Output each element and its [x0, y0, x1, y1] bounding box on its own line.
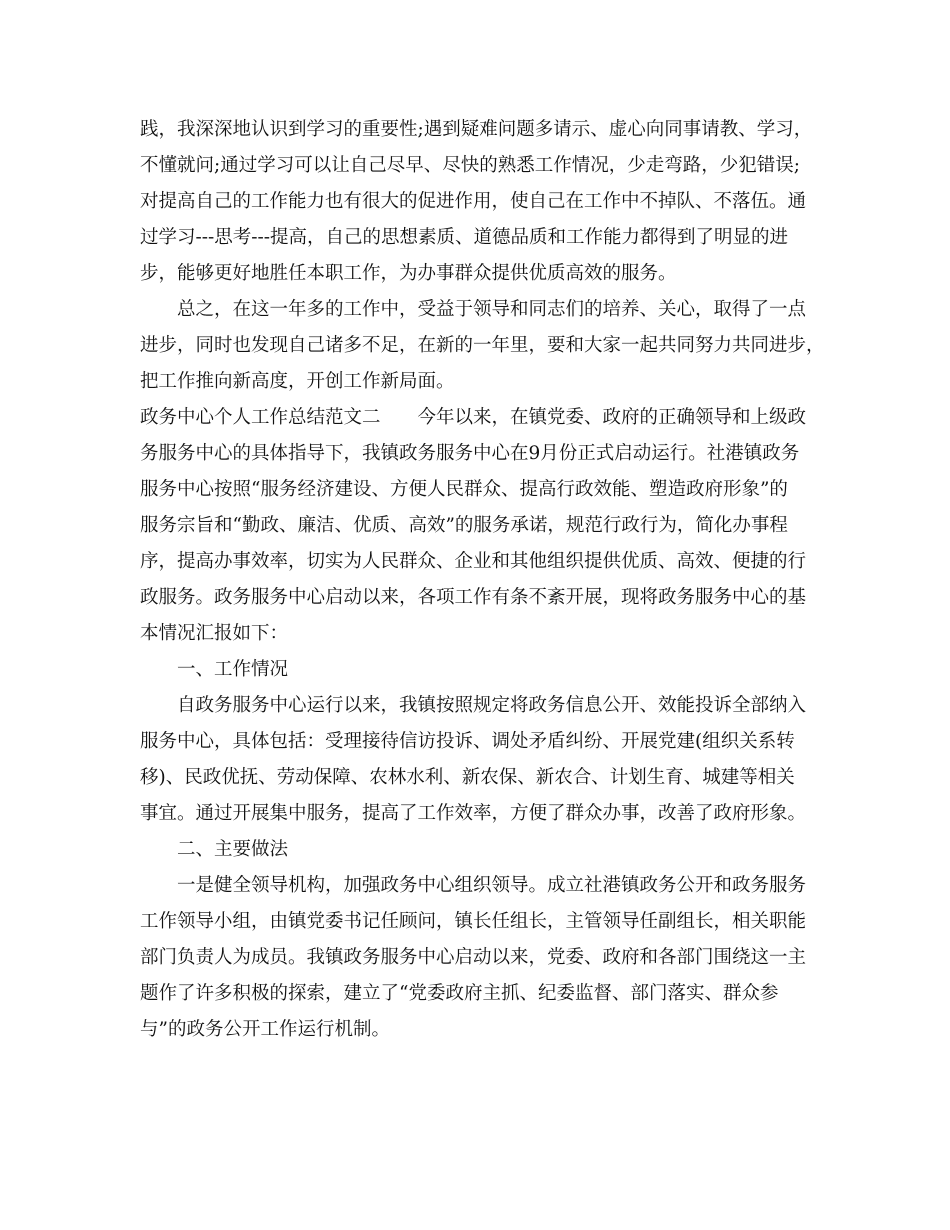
text-line: 践，我深深地认识到学习的重要性;遇到疑难问题多请示、虚心向同事请教、学习， — [140, 119, 813, 140]
text-line: 服务中心，具体包括：受理接待信访投诉、调处矛盾纠纷、开展党建(组织关系转 — [140, 731, 795, 752]
text-line: 工作领导小组，由镇党委书记任顾问，镇长任组长，主管领导任副组长，相关职能 — [140, 911, 807, 932]
text-line: 题作了许多积极的探索，建立了“党委政府主抓、纪委监督、部门落实、群众参 — [140, 983, 779, 1004]
text-line: 一是健全领导机构，加强政务中心组织领导。成立社港镇政务公开和政务服务 — [177, 875, 807, 896]
text-line: 把工作推向新高度，开创工作新局面。 — [140, 371, 455, 392]
subheading-line: 一、工作情况 — [177, 659, 289, 680]
text-line: 步，能够更好地胜任本职工作，为办事群众提供优质高效的服务。 — [140, 263, 677, 284]
subheading-line: 二、主要做法 — [177, 839, 289, 860]
text-line: 不懂就问;通过学习可以让自己尽早、尽快的熟悉工作情况，少走弯路，少犯错误; — [140, 155, 800, 176]
text-line: 总之，在这一年多的工作中，受益于领导和同志们的培养、关心，取得了一点 — [177, 299, 807, 320]
text-line: 进步，同时也发现自己诸多不足，在新的一年里，要和大家一起共同努力共同进步， — [140, 335, 825, 356]
text-line: 政服务。政务服务中心启动以来，各项工作有条不紊开展，现将政务服务中心的基 — [140, 587, 807, 608]
text-line: 序，提高办事效率，切实为人民群众、企业和其他组织提供优质、高效、便捷的行 — [140, 551, 807, 572]
text-line: 对提高自己的工作能力也有很大的促进作用，使自己在工作中不掉队、不落伍。通 — [140, 191, 807, 212]
text-line: 服务宗旨和“勤政、廉洁、优质、高效”的服务承诺，规范行政行为，简化办事程 — [140, 515, 788, 536]
text-line: 服务中心按照“服务经济建设、方便人民群众、提高行政效能、塑造政府形象”的 — [140, 479, 788, 500]
section-heading-line: 政务中心个人工作总结范文二 今年以来，在镇党委、政府的正确领导和上级政 — [140, 407, 807, 428]
text-line: 本情况汇报如下： — [140, 623, 289, 644]
text-line: 与”的政务公开工作运行机制。 — [140, 1019, 390, 1040]
text-line: 务服务中心的具体指导下，我镇政务服务中心在9月份正式启动运行。社港镇政务 — [140, 443, 800, 464]
text-line: 部门负责人为成员。我镇政务服务中心启动以来，党委、政府和各部门围绕这一主 — [140, 947, 807, 968]
text-line: 自政务服务中心运行以来，我镇按照规定将政务信息公开、效能投诉全部纳入 — [177, 695, 807, 716]
text-line: 事宜。通过开展集中服务，提高了工作效率，方便了群众办事，改善了政府形象。 — [140, 803, 807, 824]
text-line: 过学习---思考---提高，自己的思想素质、道德品质和工作能力都得到了明显的进 — [140, 227, 789, 248]
text-line: 移)、民政优抚、劳动保障、农林水利、新农保、新农合、计划生育、城建等相关 — [140, 767, 795, 788]
